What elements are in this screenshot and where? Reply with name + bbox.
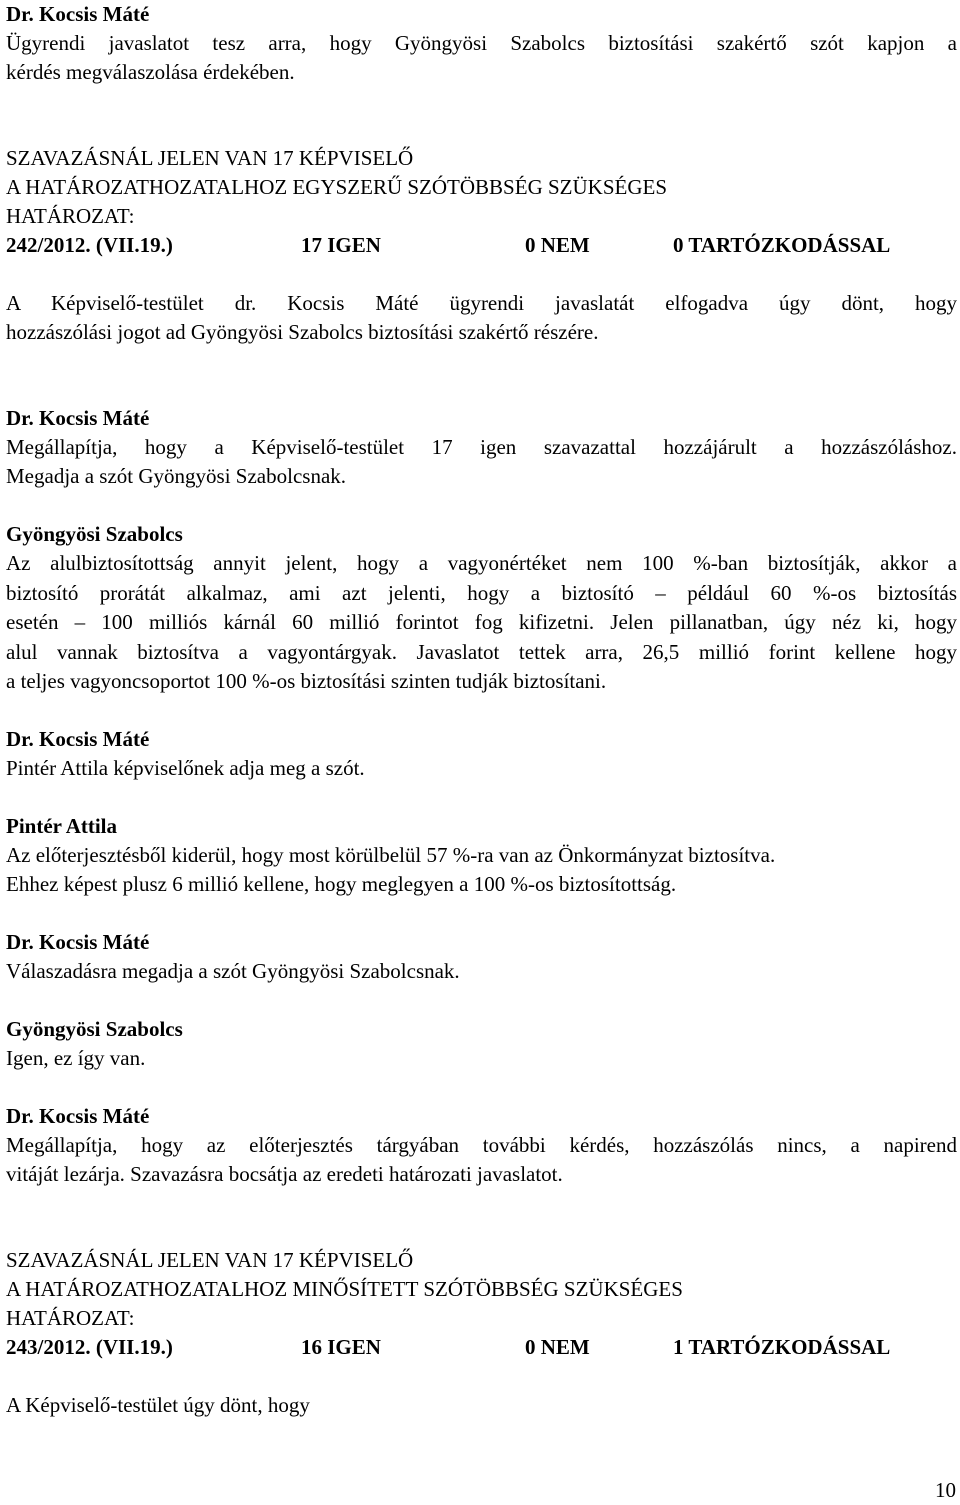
text-line: Megadja a szót Gyöngyösi Szabolcsnak. bbox=[6, 464, 347, 488]
resolution-text: A Képviselő-testület úgy dönt, hogy bbox=[6, 1393, 310, 1417]
speaker-name: Dr. Kocsis Máté bbox=[6, 930, 150, 954]
speaker-name: Dr. Kocsis Máté bbox=[6, 2, 150, 26]
text-line: kérdés megválaszolása érdekében. bbox=[6, 60, 295, 84]
resolution-number: 243/2012. (VII.19.) bbox=[6, 1335, 173, 1359]
text-line: Megállapítja, hogy a Képviselő-testület 17 igen szavazattal hozzájárult a hozzászóláshoz. bbox=[6, 435, 957, 459]
text-line: biztosító prorátát alkalmaz, ami azt jelenti, hogy a biztosító – például 60 %-os biztosítás bbox=[6, 581, 957, 605]
text-line: esetén – 100 milliós kárnál 60 millió forintot fog kifizetni. Jelen pillanatban, úgy néz ki, hogy bbox=[6, 610, 957, 634]
speaker-name: Dr. Kocsis Máté bbox=[6, 1104, 150, 1128]
text-line: Ehhez képest plusz 6 millió kellene, hogy meglegyen a 100 %-os biztosítottság. bbox=[6, 872, 677, 896]
vote-header: HATÁROZAT: bbox=[6, 1306, 135, 1330]
text-line: vitáját lezárja. Szavazásra bocsátja az eredeti határozati javaslatot. bbox=[6, 1162, 563, 1186]
speaker-name: Gyöngyösi Szabolcs bbox=[6, 522, 183, 546]
text-line: Válaszadásra megadja a szót Gyöngyösi Szabolcsnak. bbox=[6, 959, 460, 983]
resolution-text: hozzászólási jogot ad Gyöngyösi Szabolcs biztosítási szakértő részére. bbox=[6, 320, 599, 344]
vote-header: SZAVAZÁSNÁL JELEN VAN 17 KÉPVISELŐ bbox=[6, 1248, 414, 1272]
resolution-text: A Képviselő-testület dr. Kocsis Máté ügyrendi javaslatát elfogadva úgy dönt, hogy bbox=[6, 291, 957, 315]
text-line: Az alulbiztosítottság annyit jelent, hogy a vagyonértéket nem 100 %-ban biztosítják, akkor a bbox=[6, 551, 957, 575]
text-line: a teljes vagyoncsoportot 100 %-os biztosítási szinten tudják biztosítani. bbox=[6, 669, 607, 693]
vote-abstain: 1 TARTÓZKODÁSSAL bbox=[673, 1335, 891, 1359]
text-line: Ügyrendi javaslatot tesz arra, hogy Gyöngyösi Szabolcs biztosítási szakértő szót kapjon a bbox=[6, 31, 957, 55]
speaker-name: Gyöngyösi Szabolcs bbox=[6, 1017, 183, 1041]
vote-header: SZAVAZÁSNÁL JELEN VAN 17 KÉPVISELŐ bbox=[6, 146, 414, 170]
page-number: 10 bbox=[935, 1478, 956, 1502]
speaker-name: Dr. Kocsis Máté bbox=[6, 406, 150, 430]
vote-yes: 17 IGEN bbox=[301, 233, 381, 257]
speaker-name: Pintér Attila bbox=[6, 814, 118, 838]
speaker-name: Dr. Kocsis Máté bbox=[6, 727, 150, 751]
vote-yes: 16 IGEN bbox=[301, 1335, 381, 1359]
vote-result-row bbox=[6, 1333, 957, 1362]
vote-no: 0 NEM bbox=[525, 1335, 590, 1359]
vote-abstain: 0 TARTÓZKODÁSSAL bbox=[673, 233, 891, 257]
text-line: alul vannak biztosítva a vagyontárgyak. Javaslatot tettek arra, 26,5 millió forint kellene hogy bbox=[6, 640, 957, 664]
text-line: Igen, ez így van. bbox=[6, 1046, 146, 1070]
text-line: Az előterjesztésből kiderül, hogy most körülbelül 57 %-ra van az Önkormányzat biztosítva. bbox=[6, 843, 776, 867]
resolution-number: 242/2012. (VII.19.) bbox=[6, 233, 173, 257]
text-line: Pintér Attila képviselőnek adja meg a szót. bbox=[6, 756, 365, 780]
vote-no: 0 NEM bbox=[525, 233, 590, 257]
text-line: Megállapítja, hogy az előterjesztés tárgyában további kérdés, hozzászólás nincs, a napirend bbox=[6, 1133, 957, 1157]
vote-header: A HATÁROZATHOZATALHOZ EGYSZERŰ SZÓTÖBBSÉG SZÜKSÉGES bbox=[6, 175, 667, 199]
vote-result-row bbox=[6, 231, 957, 260]
vote-header: A HATÁROZATHOZATALHOZ MINŐSÍTETT SZÓTÖBBSÉG SZÜKSÉGES bbox=[6, 1277, 683, 1301]
vote-header: HATÁROZAT: bbox=[6, 204, 135, 228]
